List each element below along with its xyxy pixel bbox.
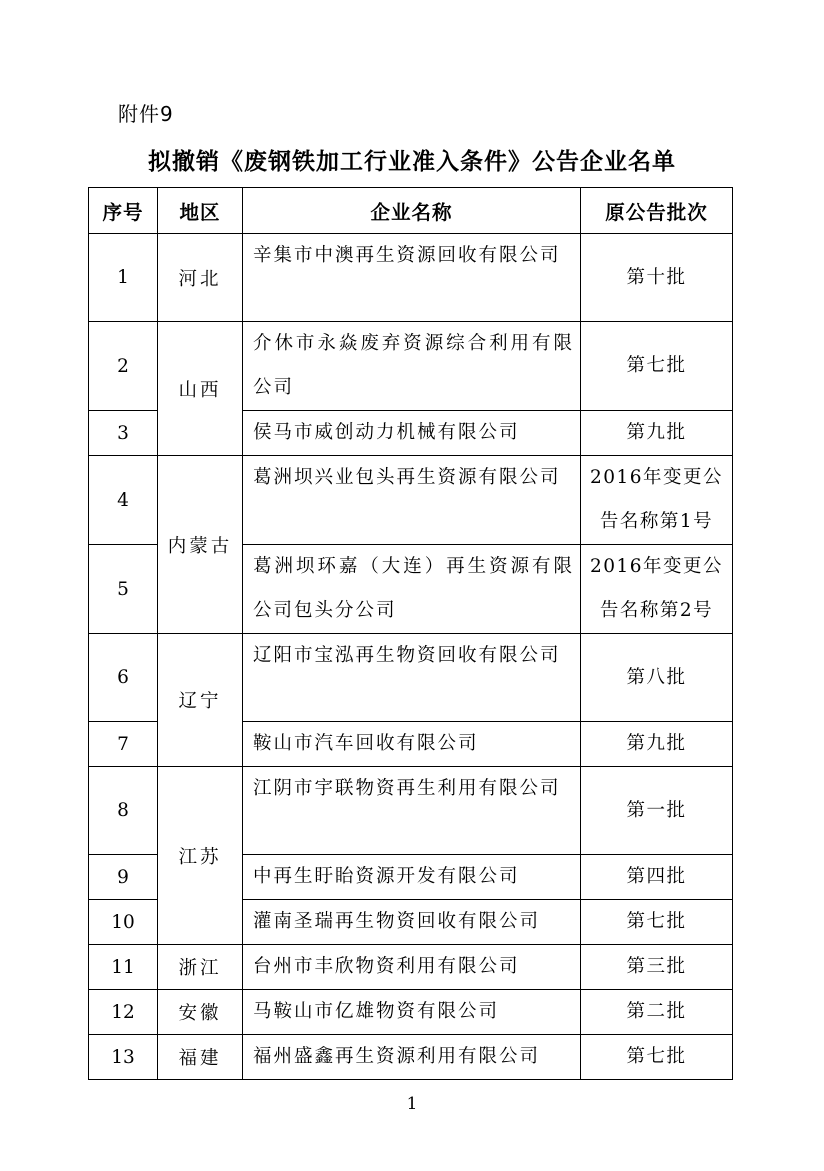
row-index: 11 xyxy=(89,945,158,990)
batch-cell: 第八批 xyxy=(581,634,733,722)
batch-cell: 2016年变更公告名称第2号 xyxy=(581,545,733,634)
attachment-label: 附件9 xyxy=(118,102,174,126)
table-row xyxy=(89,945,733,990)
document-title: 拟撤销《废钢铁加工行业准入条件》公告企业名单 xyxy=(148,149,676,175)
region-cell: 河北 xyxy=(158,234,243,322)
table-row xyxy=(89,322,733,411)
company-name: 葛洲坝环嘉（大连）再生资源有限公司包头分公司 xyxy=(243,545,581,634)
company-name: 马鞍山市亿雄物资有限公司 xyxy=(243,990,581,1035)
region-cell: 山西 xyxy=(158,322,243,456)
row-index: 6 xyxy=(89,634,158,722)
batch-cell: 2016年变更公告名称第1号 xyxy=(581,456,733,545)
region-cell: 辽宁 xyxy=(158,634,243,767)
header-index: 序号 xyxy=(89,188,158,234)
region-cell: 安徽 xyxy=(158,990,243,1035)
row-index: 4 xyxy=(89,456,158,545)
company-name: 葛洲坝兴业包头再生资源有限公司 xyxy=(243,456,581,545)
batch-cell: 第十批 xyxy=(581,234,733,322)
page-number: 1 xyxy=(406,1094,418,1114)
batch-cell: 第七批 xyxy=(581,322,733,411)
row-index: 1 xyxy=(89,234,158,322)
batch-cell: 第七批 xyxy=(581,1035,733,1080)
row-index: 13 xyxy=(89,1035,158,1080)
company-name: 江阴市宇联物资再生利用有限公司 xyxy=(243,767,581,855)
company-name: 台州市丰欣物资利用有限公司 xyxy=(243,945,581,990)
row-index: 9 xyxy=(89,855,158,900)
batch-cell: 第三批 xyxy=(581,945,733,990)
batch-cell: 第四批 xyxy=(581,855,733,900)
region-cell: 浙江 xyxy=(158,945,243,990)
company-name: 中再生盱眙资源开发有限公司 xyxy=(243,855,581,900)
batch-cell: 第七批 xyxy=(581,900,733,945)
table-row xyxy=(89,1035,733,1080)
company-name: 辽阳市宝泓再生物资回收有限公司 xyxy=(243,634,581,722)
row-index: 12 xyxy=(89,990,158,1035)
region-cell: 福建 xyxy=(158,1035,243,1080)
table-row xyxy=(89,234,733,322)
batch-cell: 第二批 xyxy=(581,990,733,1035)
row-index: 5 xyxy=(89,545,158,634)
company-name: 鞍山市汽车回收有限公司 xyxy=(243,722,581,767)
row-index: 3 xyxy=(89,411,158,456)
row-index: 2 xyxy=(89,322,158,411)
table-row xyxy=(89,990,733,1035)
company-name: 灌南圣瑞再生物资回收有限公司 xyxy=(243,900,581,945)
header-region: 地区 xyxy=(158,188,243,234)
table-row xyxy=(89,767,733,855)
header-batch: 原公告批次 xyxy=(581,188,733,234)
row-index: 8 xyxy=(89,767,158,855)
company-name: 介休市永焱废弃资源综合利用有限公司 xyxy=(243,322,581,411)
company-name: 辛集市中澳再生资源回收有限公司 xyxy=(243,234,581,322)
region-cell: 内蒙古 xyxy=(158,456,243,634)
table-header-row xyxy=(89,188,733,234)
company-name: 福州盛鑫再生资源利用有限公司 xyxy=(243,1035,581,1080)
table-row xyxy=(89,456,733,545)
header-company: 企业名称 xyxy=(243,188,581,234)
batch-cell: 第一批 xyxy=(581,767,733,855)
row-index: 7 xyxy=(89,722,158,767)
batch-cell: 第九批 xyxy=(581,411,733,456)
table-row xyxy=(89,634,733,722)
enterprise-table xyxy=(88,187,733,1080)
company-name: 侯马市威创动力机械有限公司 xyxy=(243,411,581,456)
row-index: 10 xyxy=(89,900,158,945)
region-cell: 江苏 xyxy=(158,767,243,945)
batch-cell: 第九批 xyxy=(581,722,733,767)
